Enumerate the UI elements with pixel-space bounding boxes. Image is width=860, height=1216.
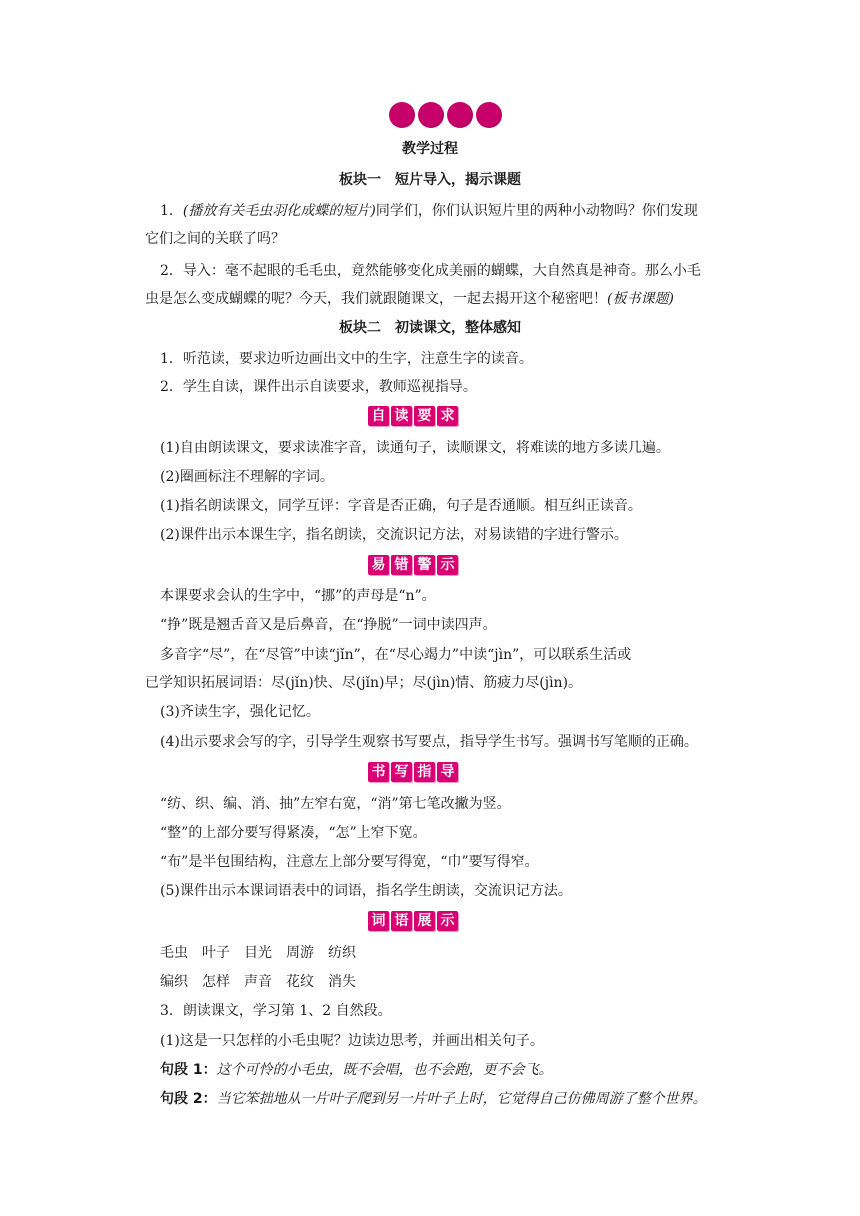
- circle-icon: [476, 102, 502, 128]
- section2-heading: 板块二 初读课文，整体感知: [339, 320, 521, 336]
- zidu-item-1: (1)自由朗读课文，要求读准字音，读通句子，读顺课文，将难读的地方多读几遍。: [160, 440, 670, 456]
- p2-main: 虫是怎么变成蝴蝶的呢？今天，我们就跟随课文，一起去揭开这个秘密吧！: [145, 291, 607, 307]
- sentence-2: [160, 1089, 707, 1109]
- section1-p2-line2: [145, 289, 674, 309]
- section1-p1-line1: [160, 201, 698, 221]
- badge-char: 自: [368, 406, 389, 426]
- shuxie-item-3: “布”是半包围结构，注意左上部分要写得宽，“巾”要写得窄。: [160, 854, 539, 870]
- section1-p1-line2: 它们之间的关联了吗？: [145, 231, 285, 247]
- badge-char: 求: [437, 406, 458, 426]
- circle-icon: [418, 102, 444, 128]
- badge-char: 写: [391, 762, 412, 782]
- step3-question: (1)这是一只怎样的小毛虫呢？边读边思考，并画出相关句子。: [160, 1033, 544, 1049]
- shuxie-item-4: (5)课件出示本课词语表中的词语，指名学生朗读，交流识记方法。: [160, 883, 572, 899]
- ciyu-row-2: 编织 怎样 声音 花纹 消失: [160, 974, 356, 990]
- p1-rest: 同学们，你们认识短片里的两种小动物吗？你们发现: [375, 203, 698, 219]
- badge-zidu: [368, 406, 460, 426]
- badge-char: 要: [414, 406, 435, 426]
- zidu-item-2: (2)圈画标注不理解的字词。: [160, 469, 334, 485]
- yicuo-item-6: (4)出示要求会写的字，引导学生观察书写要点，指导学生书写。强调书写笔顺的正确。: [160, 734, 698, 750]
- yicuo-item-2: “挣”既是翘舌音又是后鼻音，在“挣脱”一词中读四声。: [160, 617, 497, 633]
- badge-char: 语: [391, 911, 412, 931]
- badge-char: 词: [368, 911, 389, 931]
- shuxie-item-1: “纺、织、编、消、抽”左窄右宽，“消”第七笔改撇为竖。: [160, 796, 511, 812]
- badge-char: 导: [437, 762, 458, 782]
- badge-char: 书: [368, 762, 389, 782]
- badge-shuxie: [368, 762, 460, 782]
- page-title: 教学过程: [402, 141, 458, 157]
- sentence1-label: 句段 1：: [160, 1062, 217, 1078]
- ciyu-row-1: 毛虫 叶子 目光 周游 纺织: [160, 945, 356, 961]
- section1-p2-line1: 2．导入：毫不起眼的毛毛虫，竟然能够变化成美丽的蝴蝶，大自然真是神奇。那么小毛: [160, 263, 701, 279]
- yicuo-item-3: 多音字“尽”，在“尽管”中读“jǐn”，在“尽心竭力”中读“jìn”，可以联系生活或: [160, 647, 632, 663]
- yicuo-item-1: 本课要求会认的生字中，“挪”的声母是“n”。: [160, 588, 436, 604]
- badge-ciyu: [368, 911, 460, 931]
- badge-char: 读: [391, 406, 412, 426]
- badge-char: 示: [437, 555, 458, 575]
- section2-item-2: 2．学生自读，课件出示自读要求，教师巡视指导。: [160, 379, 477, 395]
- sentence1-text: 这个可怜的小毛虫，既不会唱，也不会跑，更不会飞。: [216, 1062, 553, 1078]
- p1-note: (播放有关毛虫羽化成蝶的短片): [182, 203, 376, 219]
- step3: 3．朗读课文，学习第 1、2 自然段。: [160, 1003, 392, 1019]
- zidu-item-3: (1)指名朗读课文，同学互评：字音是否正确，句子是否通顺。相互纠正读音。: [160, 498, 642, 514]
- badge-yicuo: [368, 555, 460, 575]
- decorative-circles: [389, 102, 505, 130]
- p1-prefix: 1．: [160, 203, 183, 219]
- yicuo-item-5: (3)齐读生字，强化记忆。: [160, 704, 320, 720]
- badge-char: 易: [368, 555, 389, 575]
- zidu-item-4: (2)课件出示本课生字，指名朗读，交流识记方法，对易读错的字进行警示。: [160, 527, 628, 543]
- shuxie-item-2: “整”的上部分要写得紧凑，“怎”上窄下宽。: [160, 825, 427, 841]
- badge-char: 示: [437, 911, 458, 931]
- yicuo-item-4: 已学知识拓展词语：尽(jǐn)快、尽(jǐn)早；尽(jìn)情、筋疲力尽(jìn)。: [145, 675, 583, 691]
- circle-icon: [389, 102, 415, 128]
- badge-char: 错: [391, 555, 412, 575]
- sentence2-text: 当它笨拙地从一片叶子爬到另一片叶子上时，它觉得自己仿佛周游了整个世界。: [216, 1091, 707, 1107]
- p2-note: (板书课题): [607, 291, 674, 307]
- sentence2-label: 句段 2：: [160, 1091, 217, 1107]
- badge-char: 指: [414, 762, 435, 782]
- circle-icon: [447, 102, 473, 128]
- section2-item-1: 1．听范读，要求边听边画出文中的生字，注意生字的读音。: [160, 351, 533, 367]
- badge-char: 展: [414, 911, 435, 931]
- sentence-1: [160, 1060, 553, 1080]
- section1-heading: 板块一 短片导入，揭示课题: [339, 172, 521, 188]
- badge-char: 警: [414, 555, 435, 575]
